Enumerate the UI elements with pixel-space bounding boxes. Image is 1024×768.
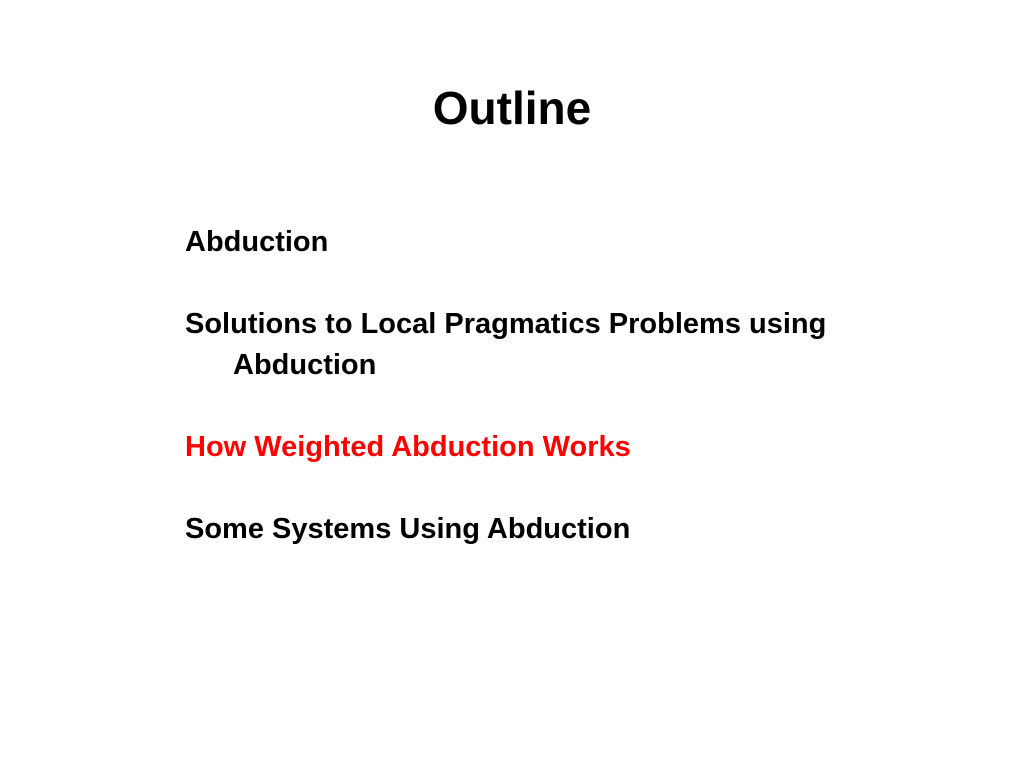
outline-list xyxy=(185,222,945,591)
slide-title: Outline xyxy=(432,82,592,134)
outline-item-abduction: Abduction xyxy=(185,226,329,258)
outline-item-local-pragmatics: Solutions to Local Pragmatics Problems using Abduction xyxy=(185,308,827,381)
outline-item-systems: Some Systems Using Abduction xyxy=(185,513,631,545)
outline-item-weighted-abduction: How Weighted Abduction Works xyxy=(185,431,631,463)
